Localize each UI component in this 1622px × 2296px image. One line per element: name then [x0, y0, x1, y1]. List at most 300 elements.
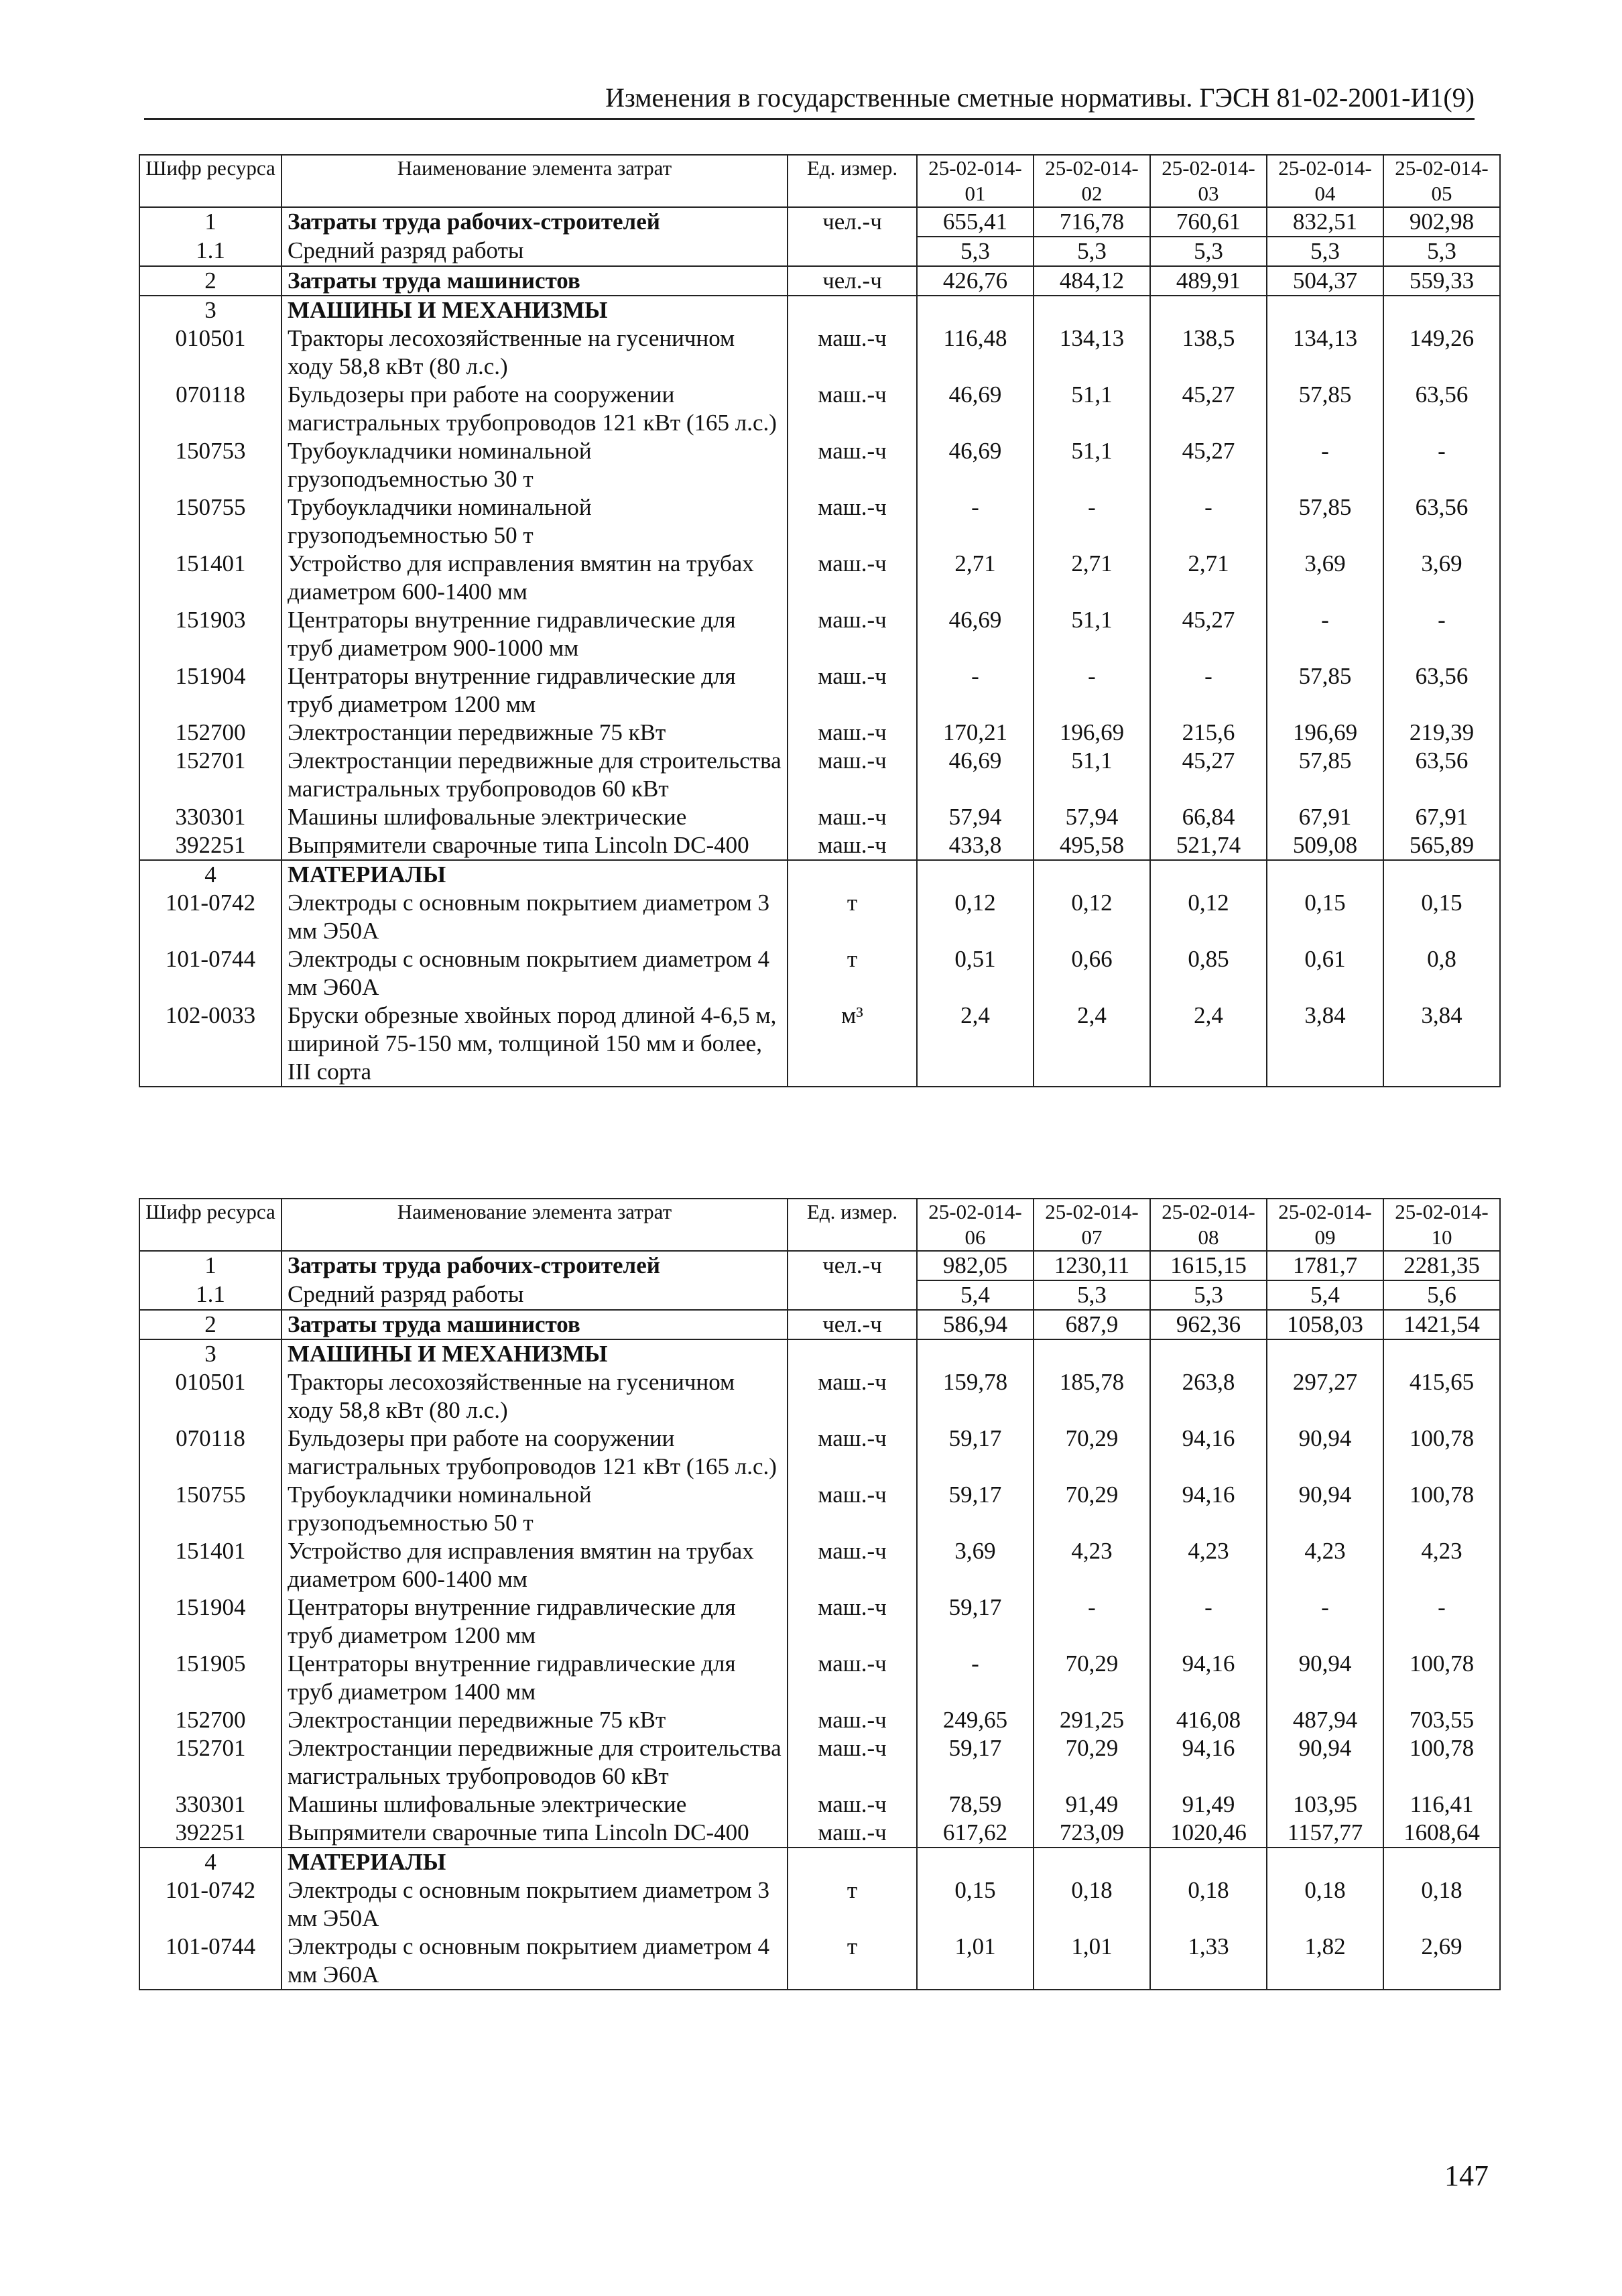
value-cell	[917, 1848, 1034, 1876]
value-cell: 1,01	[917, 1933, 1034, 1990]
value-cell: 3,84	[1383, 1002, 1500, 1087]
resource-code: 1	[139, 1251, 282, 1280]
header-name: Наименование элемента затрат	[282, 1199, 788, 1251]
unit-cell: маш.-ч	[788, 1425, 917, 1481]
value-cell	[917, 1339, 1034, 1368]
value-cell: 100,78	[1383, 1734, 1500, 1791]
cost-element-name: Средний разряд работы	[282, 1280, 788, 1310]
unit-cell: чел.-ч	[788, 266, 917, 296]
value-cell: 3,69	[917, 1537, 1034, 1593]
resource-code: 151904	[139, 662, 282, 719]
value-cell: 90,94	[1267, 1734, 1383, 1791]
value-cell: 716,78	[1034, 207, 1150, 237]
value-cell: 415,65	[1383, 1368, 1500, 1425]
value-cell: 703,55	[1383, 1706, 1500, 1734]
value-cell: 94,16	[1150, 1425, 1267, 1481]
table-row	[139, 606, 1500, 662]
cost-element-name: Бруски обрезные хвойных пород длиной 4-6,5 м, шириной 75-150 мм, толщиной 150 мм и более, III сорта	[282, 1002, 788, 1087]
table-row	[139, 1734, 1500, 1791]
resource-code: 101-0742	[139, 1876, 282, 1933]
value-cell: 100,78	[1383, 1650, 1500, 1706]
value-cell: 94,16	[1150, 1481, 1267, 1537]
resource-code: 070118	[139, 1425, 282, 1481]
cost-element-name: Центраторы внутренние гидравлические для труб диаметром 1200 мм	[282, 662, 788, 719]
cost-element-name: Центраторы внутренние гидравлические для труб диаметром 1400 мм	[282, 1650, 788, 1706]
value-cell: 655,41	[917, 207, 1034, 237]
value-cell: -	[1150, 662, 1267, 719]
value-cell	[1034, 860, 1150, 889]
unit-cell: маш.-ч	[788, 747, 917, 803]
value-cell: 1157,77	[1267, 1819, 1383, 1848]
value-cell: 63,56	[1383, 662, 1500, 719]
unit-cell: маш.-ч	[788, 1706, 917, 1734]
header-norm-code: 25-02-014-01	[917, 155, 1034, 207]
value-cell: 57,85	[1267, 493, 1383, 550]
resource-code: 4	[139, 1848, 282, 1876]
cost-element-name: МАШИНЫ И МЕХАНИЗМЫ	[282, 1339, 788, 1368]
value-cell: 134,13	[1034, 324, 1150, 381]
section-row	[139, 266, 1500, 296]
value-cell: 5,4	[917, 1280, 1034, 1310]
table-row	[139, 945, 1500, 1002]
header-norm-code: 25-02-014-05	[1383, 155, 1500, 207]
value-cell: 45,27	[1150, 747, 1267, 803]
section-row	[139, 1339, 1500, 1368]
value-cell: 495,58	[1034, 831, 1150, 860]
table-row	[139, 1876, 1500, 1933]
resource-code: 1.1	[139, 237, 282, 266]
value-cell: 1058,03	[1267, 1310, 1383, 1339]
unit-cell: чел.-ч	[788, 1310, 917, 1339]
value-cell: 1608,64	[1383, 1819, 1500, 1848]
unit-cell: маш.-ч	[788, 1734, 917, 1791]
value-cell: 51,1	[1034, 606, 1150, 662]
value-cell: 63,56	[1383, 747, 1500, 803]
resource-code: 150753	[139, 437, 282, 493]
value-cell: 138,5	[1150, 324, 1267, 381]
value-cell: 91,49	[1150, 1791, 1267, 1819]
value-cell: 509,08	[1267, 831, 1383, 860]
value-cell: 94,16	[1150, 1650, 1267, 1706]
value-cell	[1150, 1848, 1267, 1876]
cost-element-name: Электроды с основным покрытием диаметром 4 мм Э60А	[282, 1933, 788, 1990]
value-cell	[1150, 296, 1267, 324]
value-cell: 0,66	[1034, 945, 1150, 1002]
value-cell: 90,94	[1267, 1425, 1383, 1481]
unit-cell: т	[788, 1933, 917, 1990]
cost-element-name: Затраты труда рабочих-строителей	[282, 207, 788, 237]
cost-element-name: Бульдозеры при работе на сооружении магистральных трубопроводов 121 кВт (165 л.с.)	[282, 381, 788, 437]
value-cell: 57,85	[1267, 662, 1383, 719]
value-cell: 0,51	[917, 945, 1034, 1002]
resource-code: 152700	[139, 1706, 282, 1734]
value-cell: 416,08	[1150, 1706, 1267, 1734]
unit-cell: т	[788, 1876, 917, 1933]
value-cell: 291,25	[1034, 1706, 1150, 1734]
value-cell: -	[1267, 1593, 1383, 1650]
value-cell: 4,23	[1267, 1537, 1383, 1593]
header-unit: Ед. измер.	[788, 155, 917, 207]
value-cell: -	[917, 1650, 1034, 1706]
value-cell: 5,3	[1034, 1280, 1150, 1310]
value-cell: 67,91	[1267, 803, 1383, 831]
resource-code: 010501	[139, 324, 282, 381]
value-cell: 3,69	[1267, 550, 1383, 606]
resource-code: 101-0742	[139, 889, 282, 945]
value-cell: 565,89	[1383, 831, 1500, 860]
value-cell: -	[917, 493, 1034, 550]
unit-cell: м³	[788, 1002, 917, 1087]
unit-cell	[788, 237, 917, 266]
cost-element-name: Центраторы внутренние гидравлические для труб диаметром 900-1000 мм	[282, 606, 788, 662]
header-norm-code: 25-02-014-07	[1034, 1199, 1150, 1251]
value-cell: 170,21	[917, 719, 1034, 747]
header-name: Наименование элемента затрат	[282, 155, 788, 207]
table-row	[139, 550, 1500, 606]
value-cell: -	[1034, 1593, 1150, 1650]
value-cell: 149,26	[1383, 324, 1500, 381]
resource-code: 101-0744	[139, 945, 282, 1002]
value-cell: 70,29	[1034, 1734, 1150, 1791]
unit-cell: маш.-ч	[788, 437, 917, 493]
value-cell: 484,12	[1034, 266, 1150, 296]
value-cell: -	[1267, 606, 1383, 662]
value-cell: 90,94	[1267, 1481, 1383, 1537]
resource-code: 330301	[139, 1791, 282, 1819]
unit-cell: маш.-ч	[788, 550, 917, 606]
value-cell: 0,12	[1150, 889, 1267, 945]
resource-code: 330301	[139, 803, 282, 831]
value-cell: 723,09	[1034, 1819, 1150, 1848]
value-cell: 100,78	[1383, 1425, 1500, 1481]
resource-code: 151905	[139, 1650, 282, 1706]
resource-code: 1.1	[139, 1280, 282, 1310]
value-cell: 103,95	[1267, 1791, 1383, 1819]
value-cell: 3,69	[1383, 550, 1500, 606]
value-cell: 521,74	[1150, 831, 1267, 860]
section-row	[139, 860, 1500, 889]
unit-cell: маш.-ч	[788, 606, 917, 662]
cost-element-name: Затраты труда машинистов	[282, 1310, 788, 1339]
table-row	[139, 324, 1500, 381]
value-cell	[1383, 860, 1500, 889]
section-row	[139, 1251, 1500, 1280]
value-cell: 0,12	[1034, 889, 1150, 945]
value-cell: 116,48	[917, 324, 1034, 381]
unit-cell: т	[788, 889, 917, 945]
value-cell: 2,4	[1150, 1002, 1267, 1087]
unit-cell: маш.-ч	[788, 662, 917, 719]
table-row	[139, 1791, 1500, 1819]
resource-code: 2	[139, 266, 282, 296]
cost-element-name: Трубоукладчики номинальной грузоподъемностью 30 т	[282, 437, 788, 493]
value-cell: -	[917, 662, 1034, 719]
header-norm-code: 25-02-014-08	[1150, 1199, 1267, 1251]
value-cell: 2,4	[1034, 1002, 1150, 1087]
cost-element-name: Тракторы лесохозяйственные на гусеничном ходу 58,8 кВт (80 л.с.)	[282, 324, 788, 381]
table-row	[139, 237, 1500, 266]
page-header	[144, 80, 1475, 120]
table-row	[139, 831, 1500, 860]
value-cell: 94,16	[1150, 1734, 1267, 1791]
value-cell: 46,69	[917, 437, 1034, 493]
cost-element-name: Электроды с основным покрытием диаметром 4 мм Э60А	[282, 945, 788, 1002]
unit-cell: маш.-ч	[788, 1481, 917, 1537]
value-cell: 5,3	[1267, 237, 1383, 266]
value-cell	[1034, 1339, 1150, 1368]
value-cell: -	[1034, 493, 1150, 550]
unit-cell: маш.-ч	[788, 381, 917, 437]
value-cell: 433,8	[917, 831, 1034, 860]
value-cell: 4,23	[1150, 1537, 1267, 1593]
unit-cell	[788, 296, 917, 324]
header-norm-code: 25-02-014-09	[1267, 1199, 1383, 1251]
value-cell: 1230,11	[1034, 1251, 1150, 1280]
value-cell: 45,27	[1150, 606, 1267, 662]
value-cell: 489,91	[1150, 266, 1267, 296]
resource-code: 070118	[139, 381, 282, 437]
value-cell	[1383, 296, 1500, 324]
value-cell: 559,33	[1383, 266, 1500, 296]
value-cell: 70,29	[1034, 1481, 1150, 1537]
unit-cell: маш.-ч	[788, 493, 917, 550]
value-cell: 134,13	[1267, 324, 1383, 381]
unit-cell: т	[788, 945, 917, 1002]
value-cell: 63,56	[1383, 381, 1500, 437]
value-cell: 1421,54	[1383, 1310, 1500, 1339]
table-row	[139, 1706, 1500, 1734]
resource-code: 151401	[139, 1537, 282, 1593]
value-cell: 1781,7	[1267, 1251, 1383, 1280]
cost-element-name: Устройство для исправления вмятин на трубах диаметром 600-1400 мм	[282, 1537, 788, 1593]
value-cell: 0,8	[1383, 945, 1500, 1002]
value-cell: 1,01	[1034, 1933, 1150, 1990]
resource-code: 101-0744	[139, 1933, 282, 1990]
value-cell: 219,39	[1383, 719, 1500, 747]
cost-element-name: МАТЕРИАЛЫ	[282, 860, 788, 889]
cost-element-name: Электростанции передвижные 75 кВт	[282, 1706, 788, 1734]
value-cell: 46,69	[917, 606, 1034, 662]
value-cell: -	[1267, 437, 1383, 493]
resource-code: 3	[139, 1339, 282, 1368]
page-number: 147	[1444, 2159, 1489, 2192]
value-cell: 46,69	[917, 381, 1034, 437]
value-cell	[917, 860, 1034, 889]
cost-element-name: Выпрямители сварочные типа Lincoln DC-400	[282, 1819, 788, 1848]
value-cell: 5,3	[917, 237, 1034, 266]
value-cell: 57,85	[1267, 747, 1383, 803]
unit-cell: маш.-ч	[788, 803, 917, 831]
table-row	[139, 1002, 1500, 1087]
cost-element-name: Тракторы лесохозяйственные на гусеничном ходу 58,8 кВт (80 л.с.)	[282, 1368, 788, 1425]
value-cell: 2,4	[917, 1002, 1034, 1087]
value-cell: 57,94	[1034, 803, 1150, 831]
value-cell: 70,29	[1034, 1650, 1150, 1706]
unit-cell	[788, 1339, 917, 1368]
header-norm-code: 25-02-014-10	[1383, 1199, 1500, 1251]
resource-code: 392251	[139, 1819, 282, 1848]
cost-element-name: Бульдозеры при работе на сооружении магистральных трубопроводов 121 кВт (165 л.с.)	[282, 1425, 788, 1481]
value-cell: 66,84	[1150, 803, 1267, 831]
table-row	[139, 1537, 1500, 1593]
unit-cell: чел.-ч	[788, 1251, 917, 1280]
cost-element-name: Центраторы внутренние гидравлические для труб диаметром 1200 мм	[282, 1593, 788, 1650]
table-row	[139, 662, 1500, 719]
value-cell: -	[1150, 1593, 1267, 1650]
value-cell: 51,1	[1034, 381, 1150, 437]
value-cell: 3,84	[1267, 1002, 1383, 1087]
table-row	[139, 747, 1500, 803]
value-cell: 249,65	[917, 1706, 1034, 1734]
unit-cell: маш.-ч	[788, 1791, 917, 1819]
value-cell: -	[1150, 493, 1267, 550]
value-cell: 5,4	[1267, 1280, 1383, 1310]
value-cell: 2,71	[1150, 550, 1267, 606]
value-cell: 59,17	[917, 1481, 1034, 1537]
value-cell: 687,9	[1034, 1310, 1150, 1339]
header-code: Шифр ресурса	[139, 155, 282, 207]
value-cell: 2,69	[1383, 1933, 1500, 1990]
section-row	[139, 207, 1500, 237]
value-cell: 0,12	[917, 889, 1034, 945]
norms-table-2	[139, 1198, 1501, 1990]
value-cell	[1267, 1848, 1383, 1876]
value-cell: 5,3	[1150, 237, 1267, 266]
header-norm-code: 25-02-014-06	[917, 1199, 1034, 1251]
cost-element-name: Трубоукладчики номинальной грузоподъемностью 50 т	[282, 1481, 788, 1537]
unit-cell: чел.-ч	[788, 207, 917, 237]
header-norm-code: 25-02-014-02	[1034, 155, 1150, 207]
table-row	[139, 1425, 1500, 1481]
value-cell: 59,17	[917, 1734, 1034, 1791]
value-cell: 100,78	[1383, 1481, 1500, 1537]
value-cell: 63,56	[1383, 493, 1500, 550]
table-row	[139, 1593, 1500, 1650]
cost-element-name: Машины шлифовальные электрические	[282, 1791, 788, 1819]
table-row	[139, 1819, 1500, 1848]
value-cell: 0,61	[1267, 945, 1383, 1002]
value-cell: 45,27	[1150, 381, 1267, 437]
value-cell	[917, 296, 1034, 324]
value-cell: 57,85	[1267, 381, 1383, 437]
value-cell: 586,94	[917, 1310, 1034, 1339]
value-cell: 67,91	[1383, 803, 1500, 831]
unit-cell	[788, 860, 917, 889]
value-cell: 46,69	[917, 747, 1034, 803]
value-cell: 59,17	[917, 1425, 1034, 1481]
resource-code: 150755	[139, 493, 282, 550]
value-cell: 5,3	[1034, 237, 1150, 266]
value-cell: 0,18	[1267, 1876, 1383, 1933]
cost-element-name: Электроды с основным покрытием диаметром 3 мм Э50А	[282, 1876, 788, 1933]
value-cell	[1267, 296, 1383, 324]
resource-code: 151904	[139, 1593, 282, 1650]
value-cell: 1615,15	[1150, 1251, 1267, 1280]
value-cell: 832,51	[1267, 207, 1383, 237]
value-cell: 617,62	[917, 1819, 1034, 1848]
table-row	[139, 1933, 1500, 1990]
value-cell: 5,3	[1150, 1280, 1267, 1310]
header-code: Шифр ресурса	[139, 1199, 282, 1251]
cost-element-name: Машины шлифовальные электрические	[282, 803, 788, 831]
value-cell: 426,76	[917, 266, 1034, 296]
resource-code: 152701	[139, 1734, 282, 1791]
value-cell: 962,36	[1150, 1310, 1267, 1339]
value-cell: 90,94	[1267, 1650, 1383, 1706]
cost-element-name: Затраты труда рабочих-строителей	[282, 1251, 788, 1280]
value-cell: 116,41	[1383, 1791, 1500, 1819]
value-cell: 70,29	[1034, 1425, 1150, 1481]
value-cell: 0,18	[1383, 1876, 1500, 1933]
value-cell: 1020,46	[1150, 1819, 1267, 1848]
value-cell: 1,33	[1150, 1933, 1267, 1990]
cost-element-name: Средний разряд работы	[282, 237, 788, 266]
resource-code: 150755	[139, 1481, 282, 1537]
table-row	[139, 437, 1500, 493]
value-cell: 4,23	[1383, 1537, 1500, 1593]
resource-code: 151401	[139, 550, 282, 606]
header-norm-code: 25-02-014-04	[1267, 155, 1383, 207]
value-cell: 196,69	[1267, 719, 1383, 747]
value-cell: 159,78	[917, 1368, 1034, 1425]
value-cell: 59,17	[917, 1593, 1034, 1650]
resource-code: 2	[139, 1310, 282, 1339]
value-cell: 57,94	[917, 803, 1034, 831]
header-unit: Ед. измер.	[788, 1199, 917, 1251]
cost-element-name: Электростанции передвижные для строительства магистральных трубопроводов 60 кВт	[282, 1734, 788, 1791]
unit-cell: маш.-ч	[788, 1537, 917, 1593]
value-cell: 185,78	[1034, 1368, 1150, 1425]
resource-code: 010501	[139, 1368, 282, 1425]
table-row	[139, 889, 1500, 945]
unit-cell	[788, 1280, 917, 1310]
table-row	[139, 1481, 1500, 1537]
value-cell: 0,15	[917, 1876, 1034, 1933]
value-cell: 51,1	[1034, 437, 1150, 493]
value-cell: 902,98	[1383, 207, 1500, 237]
norms-table-1	[139, 154, 1501, 1087]
cost-element-name: Электростанции передвижные 75 кВт	[282, 719, 788, 747]
value-cell: 0,18	[1034, 1876, 1150, 1933]
value-cell: 78,59	[917, 1791, 1034, 1819]
table-row	[139, 381, 1500, 437]
value-cell: 760,61	[1150, 207, 1267, 237]
value-cell: 2,71	[917, 550, 1034, 606]
header-norm-code: 25-02-014-03	[1150, 155, 1267, 207]
cost-element-name: МАТЕРИАЛЫ	[282, 1848, 788, 1876]
cost-element-name: Трубоукладчики номинальной грузоподъемностью 50 т	[282, 493, 788, 550]
cost-element-name: Электроды с основным покрытием диаметром 3 мм Э50А	[282, 889, 788, 945]
resource-code: 152701	[139, 747, 282, 803]
table-row	[139, 803, 1500, 831]
value-cell: 5,6	[1383, 1280, 1500, 1310]
resource-code: 102-0033	[139, 1002, 282, 1087]
value-cell	[1267, 1339, 1383, 1368]
cost-element-name: МАШИНЫ И МЕХАНИЗМЫ	[282, 296, 788, 324]
value-cell: 2,71	[1034, 550, 1150, 606]
value-cell	[1267, 860, 1383, 889]
value-cell: 2281,35	[1383, 1251, 1500, 1280]
resource-code: 151903	[139, 606, 282, 662]
resource-code: 392251	[139, 831, 282, 860]
value-cell	[1150, 860, 1267, 889]
table-row	[139, 1280, 1500, 1310]
cost-element-name: Затраты труда машинистов	[282, 266, 788, 296]
value-cell: -	[1383, 606, 1500, 662]
unit-cell: маш.-ч	[788, 1650, 917, 1706]
section-row	[139, 1310, 1500, 1339]
value-cell: -	[1034, 662, 1150, 719]
